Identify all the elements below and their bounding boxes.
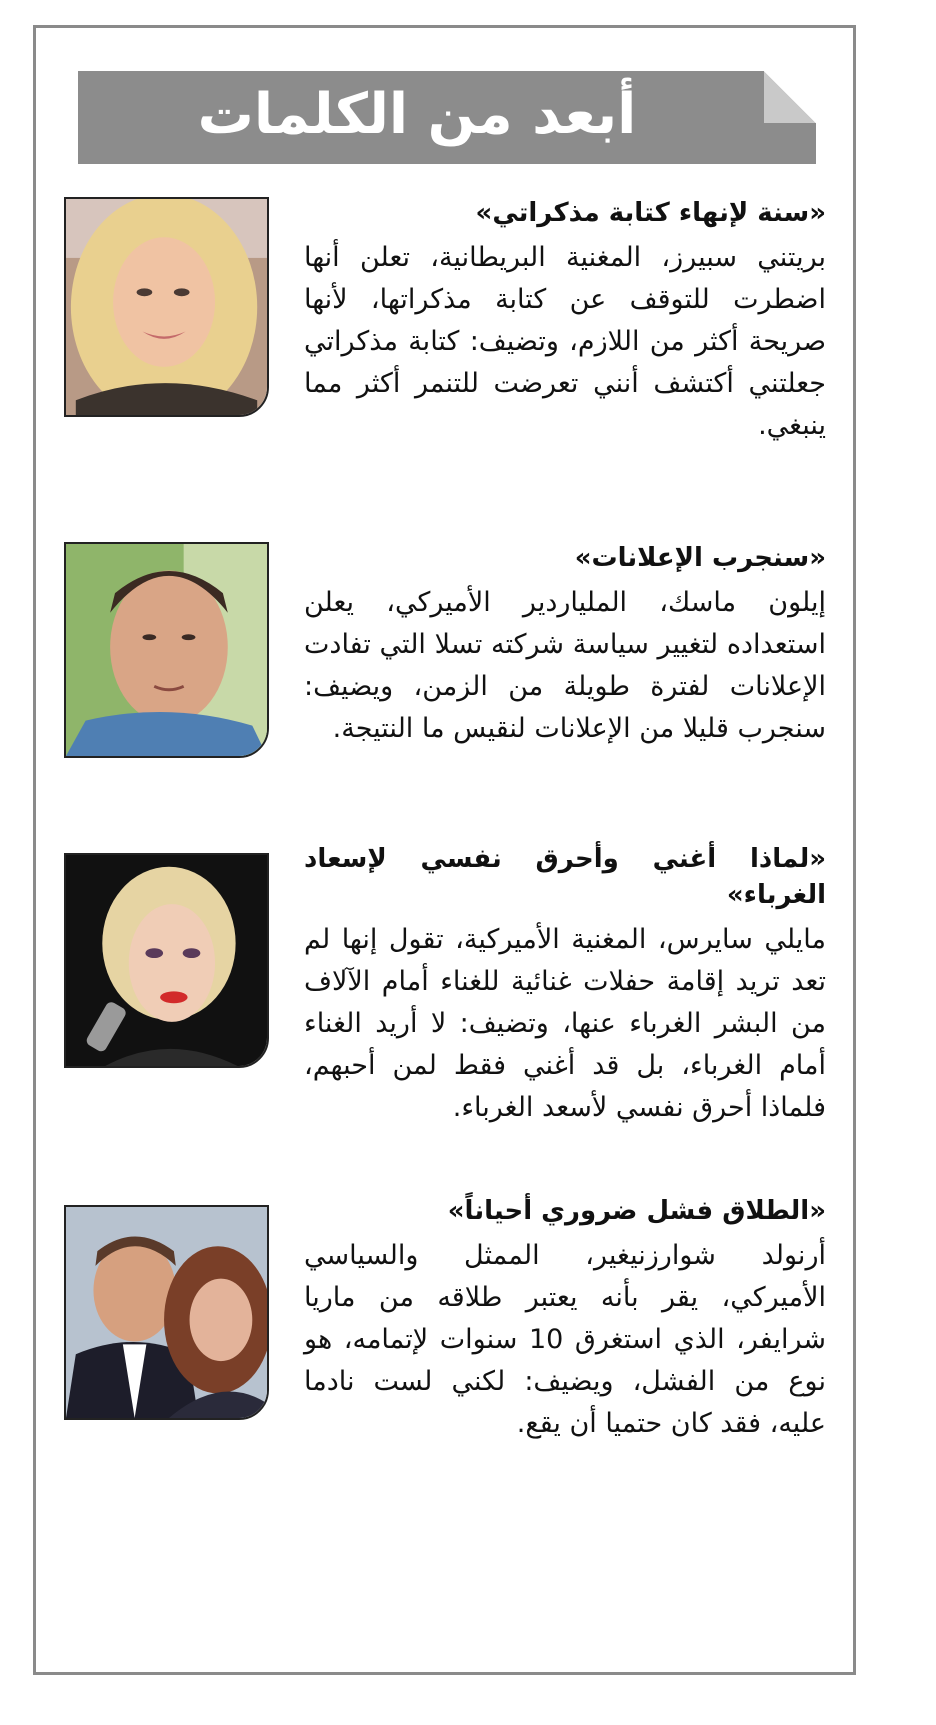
- quote-headline: «لماذا أغني وأحرق نفسي لإسعاد الغرباء»: [304, 844, 826, 910]
- section-banner: [78, 71, 816, 164]
- quote-item: [64, 195, 834, 505]
- portrait-image: [66, 1207, 267, 1418]
- portrait-photo: [64, 853, 269, 1068]
- section-title: أبعد من الكلمات: [197, 82, 637, 147]
- quote-body: بريتني سبيرز، المغنية البريطانية، تعلن أنها اضطرت للتوقف عن كتابة مذكراتها، لأنها صريحة أكثر من اللازم، وتضيف: كتابة مذكراتي جعلتني أكتشف أنني تعرضت للتنمر أكثر مما ينبغي.: [304, 242, 826, 441]
- portrait-image: [66, 855, 267, 1066]
- quote-item: [64, 540, 834, 810]
- article-frame: [33, 25, 856, 1675]
- quote-body: إيلون ماسك، الملياردير الأميركي، يعلن استعداده لتغيير سياسة شركته تسلا التي تفادت الإعلانات لفترة طويلة من الزمن، ويضيف: سنجرب قليلا من الإعلانات لنقيس ما النتيجة.: [304, 587, 826, 744]
- banner-corner-fold: [764, 71, 816, 123]
- quote-text: [304, 841, 826, 1129]
- quote-body: مايلي سايرس، المغنية الأميركية، تقول إنها لم تعد تريد إقامة حفلات غنائية للغناء أمام الآلاف من البشر الغرباء عنها، وتضيف: لا أريد الغناء أمام الغرباء، بل قد أغني فقط لمن أحبهم، فلماذا أحرق نفسي لأسعد الغرباء.: [304, 924, 826, 1123]
- portrait-image: [66, 199, 267, 415]
- quote-item: [64, 841, 834, 1161]
- quote-body: أرنولد شوارزنيغير، الممثل والسياسي الأميركي، يقر بأنه يعتبر طلاقه من ماريا شرايفر، الذي استغرق 10 سنوات لإتمامه، هو نوع من الفشل، ويضيف: لكني لست نادما عليه، فقد كان حتميا أن يقع.: [304, 1240, 826, 1439]
- quote-headline: «سنة لإنهاء كتابة مذكراتي»: [475, 198, 826, 228]
- portrait-photo: [64, 197, 269, 417]
- portrait-image: [66, 544, 267, 756]
- portrait-photo: [64, 542, 269, 758]
- quote-headline: «سنجرب الإعلانات»: [574, 543, 826, 573]
- quote-headline: «الطلاق فشل ضروري أحياناً»: [447, 1196, 826, 1226]
- quote-text: [304, 540, 826, 750]
- quote-item: [64, 1193, 834, 1513]
- portrait-photo: [64, 1205, 269, 1420]
- quote-text: [304, 1193, 826, 1445]
- quote-text: [304, 195, 826, 447]
